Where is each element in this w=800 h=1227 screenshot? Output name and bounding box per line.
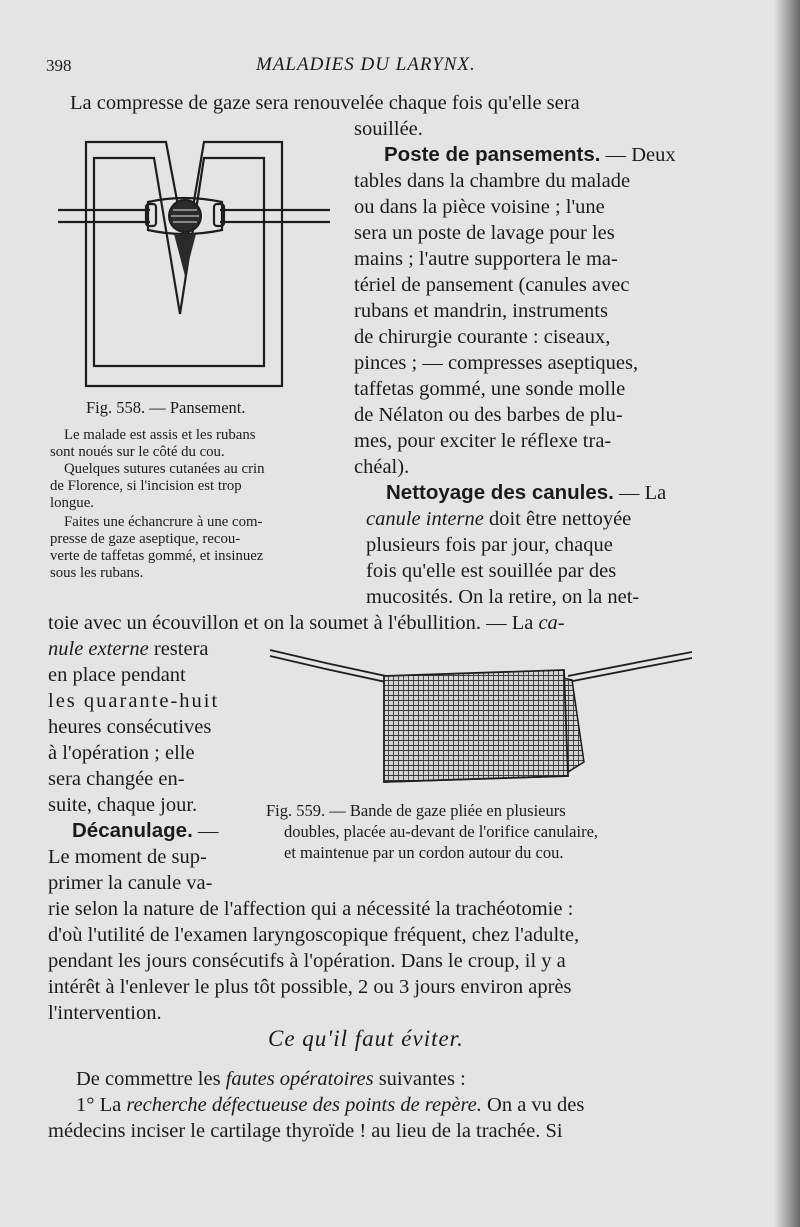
- figure-558-caption-line: de Florence, si l'incision est trop: [50, 478, 242, 494]
- running-title: MALADIES DU LARYNX.: [256, 54, 476, 75]
- paragraph-line: sera un poste de lavage pour les: [354, 222, 615, 244]
- paragraph-line: Le moment de sup-: [48, 846, 207, 868]
- figure-558-illustration: [54, 138, 346, 394]
- paragraph-line: souillée.: [354, 118, 423, 140]
- paragraph-line: de Nélaton ou des barbes de plu-: [354, 404, 623, 426]
- paragraph-line: en place pendant: [48, 664, 186, 686]
- paragraph-line: tables dans la chambre du malade: [354, 170, 631, 192]
- figure-559-caption-line: et maintenue par un cordon autour du cou.: [284, 843, 564, 862]
- section-heading-nettoyage: Nettoyage des canules.: [386, 481, 614, 504]
- section-heading-decanulage: Décanulage.: [72, 819, 193, 842]
- paragraph-line: d'où l'utilité de l'examen laryngoscopique fréquent, chez l'adulte,: [48, 924, 580, 946]
- paragraph-line: ou dans la pièce voisine ; l'une: [354, 196, 605, 218]
- paragraph-line: Poste de pansements. — Deux: [384, 143, 676, 166]
- paragraph-line: De commettre les fautes opératoires suivantes :: [76, 1068, 466, 1090]
- paragraph-line: rubans et mandrin, instruments: [354, 300, 608, 322]
- figure-558-caption-line: sous les rubans.: [50, 565, 144, 581]
- paragraph-line: nule externe restera: [48, 638, 209, 660]
- page-shadow: [774, 0, 800, 1227]
- paragraph-line: intérêt à l'enlever le plus tôt possible, 2 ou 3 jours environ après: [48, 976, 572, 998]
- section-heading-poste: Poste de pansements.: [384, 143, 601, 166]
- paragraph-line: La compresse de gaze sera renouvelée chaque fois qu'elle sera: [70, 92, 580, 114]
- paragraph-line: primer la canule va-: [48, 872, 213, 894]
- paragraph-line: toie avec un écouvillon et on la soumet à l'ébullition. — La ca-: [48, 612, 565, 634]
- figure-559-caption-line: doubles, placée au-devant de l'orifice canulaire,: [284, 822, 599, 841]
- paragraph-line: l'intervention.: [48, 1002, 162, 1024]
- paragraph-line: pinces ; — compresses aseptiques,: [354, 352, 639, 374]
- paragraph-line: canule interne doit être nettoyée: [366, 508, 632, 530]
- figure-558-caption-line: sont noués sur le côté du cou.: [50, 444, 225, 460]
- paragraph-line: tériel de pansement (canules avec: [354, 274, 630, 296]
- paragraph-line: chéal).: [354, 456, 410, 478]
- figure-558-caption-line: Le malade est assis et les rubans: [64, 427, 256, 443]
- figure-559-caption-line: Fig. 559. — Bande de gaze pliée en plusieurs: [266, 801, 566, 820]
- paragraph-line: pendant les jours consécutifs à l'opération. Dans le croup, il y a: [48, 950, 566, 972]
- paragraph-line: mucosités. On la retire, on la net-: [366, 586, 640, 608]
- figure-558-label: Fig. 558. — Pansement.: [86, 398, 246, 417]
- paragraph-line: 1° La recherche défectueuse des points de repère. On a vu des: [76, 1094, 585, 1116]
- paragraph-line: suite, chaque jour.: [48, 794, 198, 816]
- page-number: 398: [46, 56, 72, 75]
- figure-558-caption-line: Quelques sutures cutanées au crin: [64, 461, 265, 477]
- figure-558-caption-line: longue.: [50, 495, 94, 511]
- paragraph-line: mes, pour exciter le réflexe tra-: [354, 430, 612, 452]
- section-title-eviter: Ce qu'il faut éviter.: [268, 1026, 464, 1051]
- figure-558-caption-line: Faites une échancrure à une com-: [64, 514, 263, 530]
- figure-558-caption-line: presse de gaze aseptique, recou-: [50, 531, 241, 547]
- paragraph-line: plusieurs fois par jour, chaque: [366, 534, 613, 556]
- paragraph-line: Nettoyage des canules. — La: [386, 481, 667, 504]
- paragraph-line: taffetas gommé, une sonde molle: [354, 378, 626, 400]
- paragraph-line: mains ; l'autre supportera le ma-: [354, 248, 618, 270]
- paragraph-line: les quarante-huit: [48, 690, 220, 712]
- figure-559-illustration: [268, 640, 698, 790]
- paragraph-line: heures consécutives: [48, 716, 212, 738]
- paragraph-line: à l'opération ; elle: [48, 742, 195, 764]
- paragraph-line: rie selon la nature de l'affection qui a nécessité la trachéotomie :: [48, 898, 574, 920]
- paragraph-line: fois qu'elle est souillée par des: [366, 560, 617, 582]
- paragraph-line: Décanulage. —: [72, 819, 219, 842]
- paragraph-line: de chirurgie courante : ciseaux,: [354, 326, 611, 348]
- paragraph-line: sera changée en-: [48, 768, 185, 790]
- paragraph-line: médecins inciser le cartilage thyroïde ! au lieu de la trachée. Si: [48, 1120, 563, 1142]
- figure-558-caption-line: verte de taffetas gommé, et insinuez: [50, 548, 264, 564]
